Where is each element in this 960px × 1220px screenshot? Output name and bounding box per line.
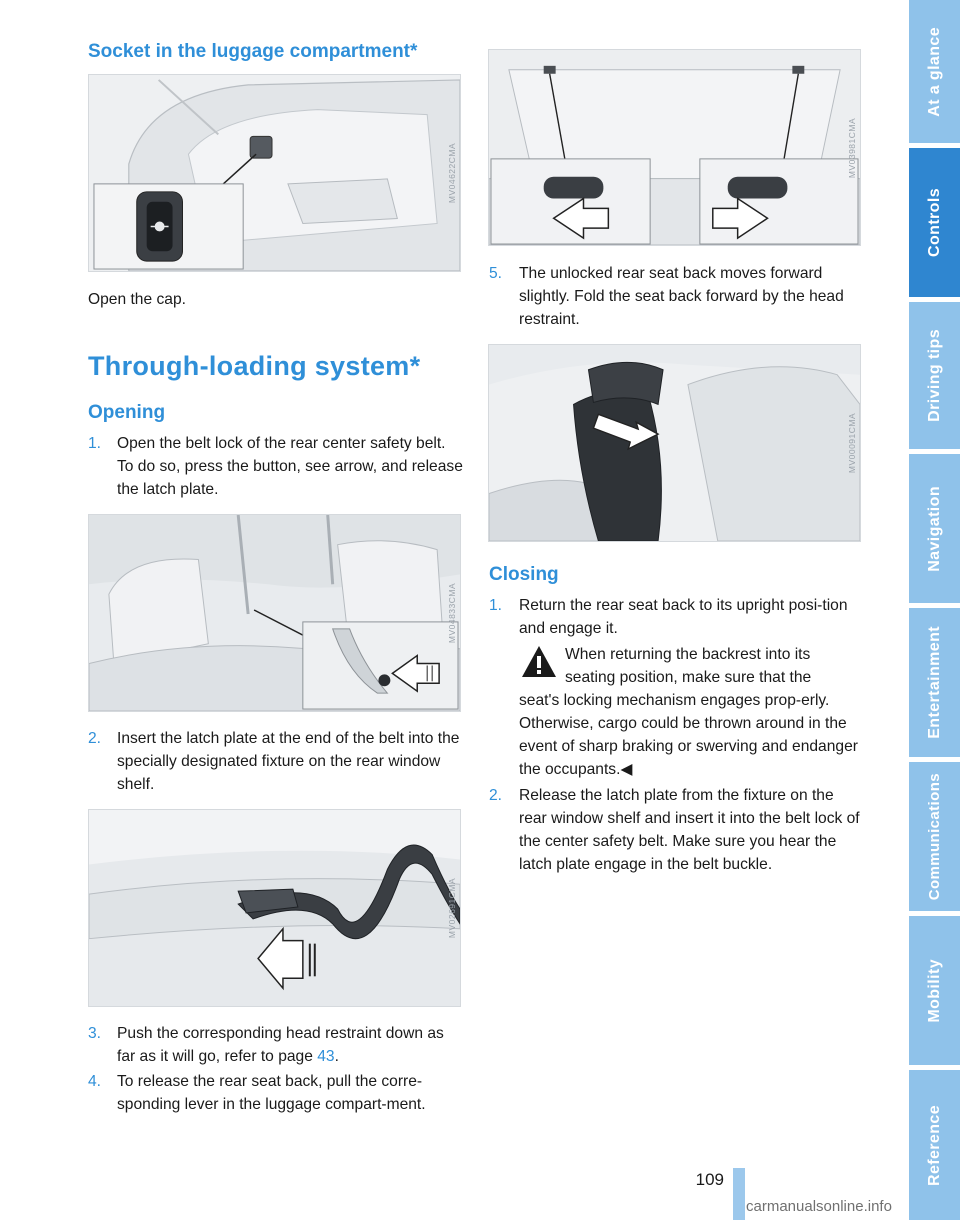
step-text: The unlocked rear seat back moves forward slightly. Fold the seat back forward by the head restraint. <box>519 265 844 328</box>
sidebar-tab-reference[interactable] <box>909 1070 960 1220</box>
step-number: 5. <box>489 265 503 282</box>
page-reference-link[interactable]: 43 <box>317 1048 335 1065</box>
step-number: 3. <box>88 1025 102 1042</box>
figure-socket <box>88 74 461 272</box>
figure-seat-fold <box>488 344 861 542</box>
tab-label: Driving tips <box>925 329 943 422</box>
sidebar-tab-navigation[interactable] <box>909 454 960 603</box>
sidebar-tab-communications[interactable] <box>909 762 960 911</box>
step-text-body: Push the corresponding head restraint down as far as it will go, refer to page <box>117 1025 444 1065</box>
figure-code: MV04833CMA <box>447 582 457 644</box>
step-text: To release the rear seat back, pull the corre-sponding lever in the luggage compart-ment. <box>117 1073 426 1113</box>
tab-label: Communications <box>926 772 943 901</box>
subsection-title-opening: Opening <box>88 402 166 423</box>
belt-lock-illustration <box>89 515 460 711</box>
chapter-sidebar <box>909 0 960 1220</box>
step-number: 1. <box>489 597 503 614</box>
warning-triangle-icon <box>520 643 558 681</box>
latch-plate-illustration <box>89 810 460 1006</box>
step-text: Open the belt lock of the rear center safety belt. To do so, press the button, see arrow, and release the latch plate. <box>117 435 463 498</box>
tab-label: Navigation <box>925 485 943 572</box>
end-mark-icon: ◀ <box>620 761 633 778</box>
subsection-title-closing: Closing <box>489 564 559 585</box>
figure-code: MV03981CMA <box>847 117 857 178</box>
section-title-socket: Socket in the luggage compartment* <box>88 41 418 62</box>
seat-fold-illustration <box>489 345 860 541</box>
socket-illustration <box>89 75 460 271</box>
step-text: Release the latch plate from the fixture on the rear window shelf and insert it into the belt lock of the center safety belt. Make sure you hear the latch plate engage in the belt buckle. <box>519 787 860 873</box>
warning-body: seat's locking mechanism engages prop-erly. Otherwise, cargo could be thrown around in the event of sharp braking or swerving and endanger the occupants. <box>519 692 858 778</box>
step-text: Insert the latch plate at the end of the belt into the specially designated fixture on the rear window shelf. <box>117 730 460 793</box>
step-number: 2. <box>489 787 503 804</box>
tab-label: At a glance <box>925 26 943 117</box>
tab-label: Reference <box>925 1104 943 1186</box>
tab-label: Controls <box>925 188 943 257</box>
step-text <box>117 1022 463 1068</box>
sidebar-tab-driving-tips[interactable] <box>909 302 960 449</box>
watermark-footer: carmanualsonline.info <box>746 1198 892 1215</box>
figure-latch-plate <box>88 809 461 1007</box>
tab-label: Entertainment <box>925 626 943 739</box>
figure-code: MV04622CMA <box>447 142 457 204</box>
page-marker-bar <box>733 1168 745 1220</box>
sidebar-tab-mobility[interactable] <box>909 916 960 1065</box>
release-levers-illustration <box>489 50 860 245</box>
figure-code: MV02691CMA <box>447 877 457 939</box>
step-text: Return the rear seat back to its upright posi-tion and engage it. <box>519 597 848 637</box>
socket-instruction: Open the cap. <box>88 291 186 308</box>
sidebar-tab-entertainment[interactable] <box>909 608 960 757</box>
step-number: 2. <box>88 730 102 747</box>
sidebar-tab-at-a-glance[interactable] <box>909 0 960 143</box>
warning-text <box>519 689 861 781</box>
step-text-end: . <box>334 1048 339 1065</box>
step-number: 1. <box>88 435 102 452</box>
figure-release-levers <box>488 49 861 246</box>
section-title-through-loading: Through-loading system* <box>88 351 421 381</box>
figure-belt-lock <box>88 514 461 712</box>
figure-code: MV00091CMA <box>847 412 857 474</box>
warning-lead-text: When returning the backrest into its seating position, make sure that the <box>565 646 812 686</box>
tab-label: Mobility <box>925 958 943 1023</box>
sidebar-tab-controls[interactable] <box>909 148 960 297</box>
step-number: 4. <box>88 1073 102 1090</box>
page-number: 109 <box>695 1170 724 1189</box>
